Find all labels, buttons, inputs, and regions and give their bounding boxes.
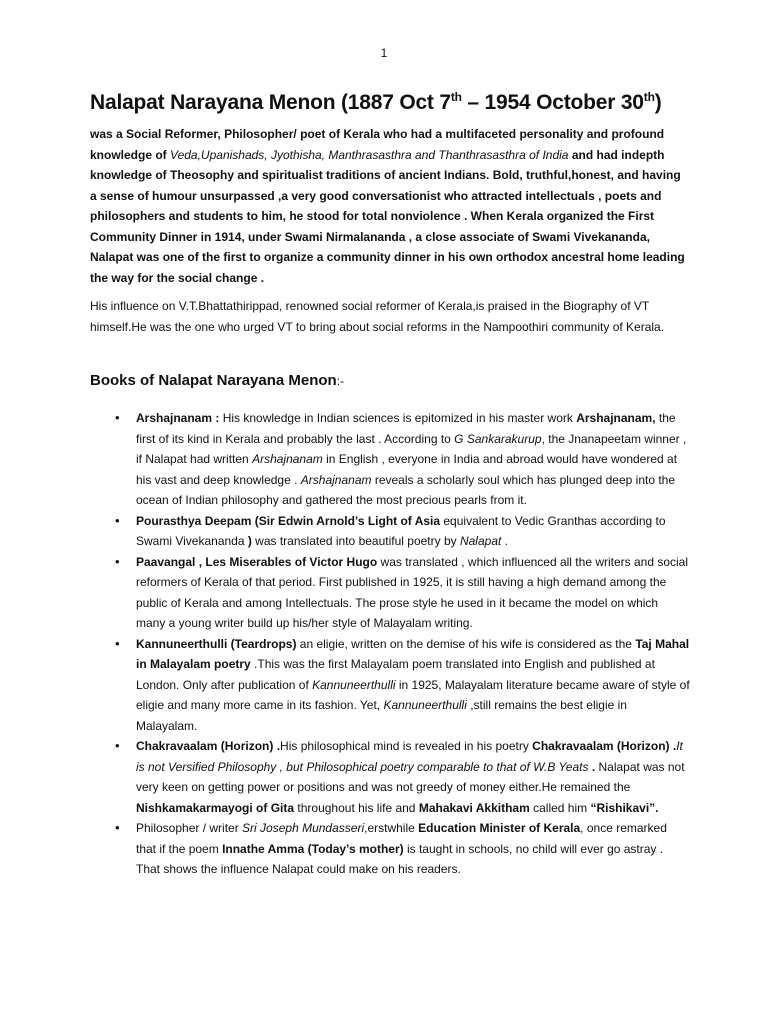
book-4-a: Kannuneerthulli (Teardrops)	[136, 636, 297, 651]
book-1-j: reveals a scholarly soul which has plunged deep into the ocean of Indian philosophy and gathered the most precious pearls from it.	[136, 472, 676, 507]
book-2-e: Nalapat	[459, 534, 502, 548]
book-4-c: Taj Mahal in Malayalam poetry	[136, 636, 690, 671]
book-6-d: Education Minister of Kerala	[418, 821, 581, 835]
intro-text-1: was a Social Reformer, Philosopher/ poet of Kerala who had a multifaceted personality and profound knowledge of	[90, 127, 665, 162]
title-end: )	[654, 91, 662, 114]
book-1-i: Arshajnanam	[300, 472, 372, 487]
book-item-kannuneerthulli	[90, 634, 690, 737]
book-5-e: .	[588, 759, 599, 774]
book-5-k: “Rishikavi”.	[590, 800, 659, 815]
book-6-g: is taught in schools, no child will ever go astray . That shows the influence Nalapat could make on his readers.	[136, 841, 664, 876]
title-sup-2: th	[643, 90, 655, 104]
book-item-chakravaalam	[90, 736, 690, 818]
page-number: 1	[380, 46, 388, 60]
book-6-c: ,erstwhile	[364, 821, 419, 835]
book-1-c: Arshajnanam,	[576, 411, 656, 425]
book-1-f: , the Jnanapeetam winner , if Nalapat had written	[136, 431, 687, 466]
book-5-f: Nalapat was not very keen on getting power or positions and was not greedy of money either.He remained the	[136, 759, 685, 794]
book-5-h: throughout his life and	[294, 800, 419, 815]
book-4-h: ,still remains the best eligie in Malayalam.	[136, 698, 627, 733]
book-2-a: Pourasthya Deepam (Sir Edwin Arnold’s Light of Asia	[136, 513, 441, 528]
book-2-b: equivalent to Vedic Granthas according to Swami Vivekananda	[136, 513, 666, 548]
influence-paragraph: His influence on V.T.Bhattathirippad, renowned social reformer of Kerala,is praised in the Biography of VT himself.He was the one who urged VT to bring about social reforms in the Nampoothiri community of Kerala.	[90, 299, 665, 334]
book-6-e: , once remarked that if the poem	[136, 821, 667, 856]
intro-paragraph	[90, 124, 690, 288]
book-3-b: was translated , which influenced all the writers and social reformers of Kerala of that period. First published in 1925, it is still having a high demand among the public of Kerala and among Intellectuals. The prose style he used in it became the model on which many a young writer build up his/her style of Malayalam writing.	[136, 554, 689, 630]
book-6-b: Sri Joseph Mundasseri	[242, 821, 365, 835]
book-5-c: Chakravaalam (Horizon) .	[532, 739, 677, 753]
book-6-a: Philosopher / writer	[136, 821, 243, 835]
book-item-innathe-amma	[90, 818, 690, 880]
book-4-g: Kannuneerthulli	[383, 698, 467, 712]
intro-text-3: and had indepth knowledge of Theosophy and spiritualist traditions of ancient Indians. Bold, truthful,honest, and having a sense of humour unsurpassed ,a very good conversationist who attracted intellectuals , poets and philosophers and students to him, he stood for total nonviolence . When Kerala organized the First Community Dinner in 1914, under Swami Nirmalananda , a close associate of Swami Vivekananda, Nalapat was one of the first to organize a community dinner in his own orthodox ancestral home leading the way for the social change .	[90, 147, 685, 285]
book-1-d: the first of its kind in Kerala and probably the last . According to	[136, 411, 676, 446]
books-list	[90, 408, 690, 880]
book-5-i: Mahakavi Akkitham	[418, 800, 530, 815]
book-4-d: .This was the first Malayalam poem translated into English and published at London. Only after publication of	[136, 657, 655, 692]
book-1-g: Arshajnanam	[252, 452, 323, 466]
book-1-b: His knowledge in Indian sciences is epitomized in his master work	[222, 411, 577, 425]
book-5-b: His philosophical mind is revealed in his poetry	[280, 739, 533, 753]
book-item-paavangal	[90, 552, 690, 634]
book-5-d: It is not Versified Philosophy , but Philosophical poetry comparable to that of W.B Yeats	[136, 739, 683, 774]
intro-text-2: Veda,Upanishads, Jyothisha, Manthrasasthra and Thanthrasasthra of India	[170, 147, 569, 162]
book-item-arshajnanam	[90, 408, 690, 511]
title-main: Nalapat Narayana Menon (1887 Oct 7	[90, 91, 451, 114]
book-5-g: Nishkamakarmayogi of Gita	[136, 800, 295, 815]
books-heading-text: Books of Nalapat Narayana Menon	[90, 372, 337, 389]
book-1-e: G Sankarakurup	[454, 431, 542, 446]
title-sup-1: th	[450, 90, 462, 104]
books-heading	[90, 372, 344, 389]
document-title	[90, 90, 730, 115]
book-4-f: in 1925, Malayalam literature became aware of style of eligie and many more came in its fashion. Yet,	[136, 677, 690, 712]
book-1-a: Arshajnanam :	[136, 411, 223, 425]
book-item-pourasthya-deepam	[90, 511, 690, 552]
book-2-f: .	[501, 534, 509, 548]
book-4-e: Kannuneerthulli	[312, 677, 396, 692]
book-6-f: Innathe Amma (Today’s mother)	[222, 841, 404, 856]
book-5-j: called him	[529, 800, 591, 815]
book-3-a: Paavangal , Les Miserables of Victor Hugo	[136, 554, 378, 569]
books-heading-suffix: :-	[336, 374, 345, 388]
book-4-b: an eligie, written on the demise of his wife is considered as the	[296, 636, 636, 651]
book-1-h: in English , everyone in India and abroad would have wondered at his vast and deep knowledge .	[136, 452, 678, 487]
title-mid: – 1954 October 30	[461, 91, 644, 114]
book-2-c: )	[247, 534, 252, 548]
book-2-d: was translated into beautiful poetry by	[251, 534, 460, 548]
book-5-a: Chakravaalam (Horizon) .	[136, 739, 281, 753]
